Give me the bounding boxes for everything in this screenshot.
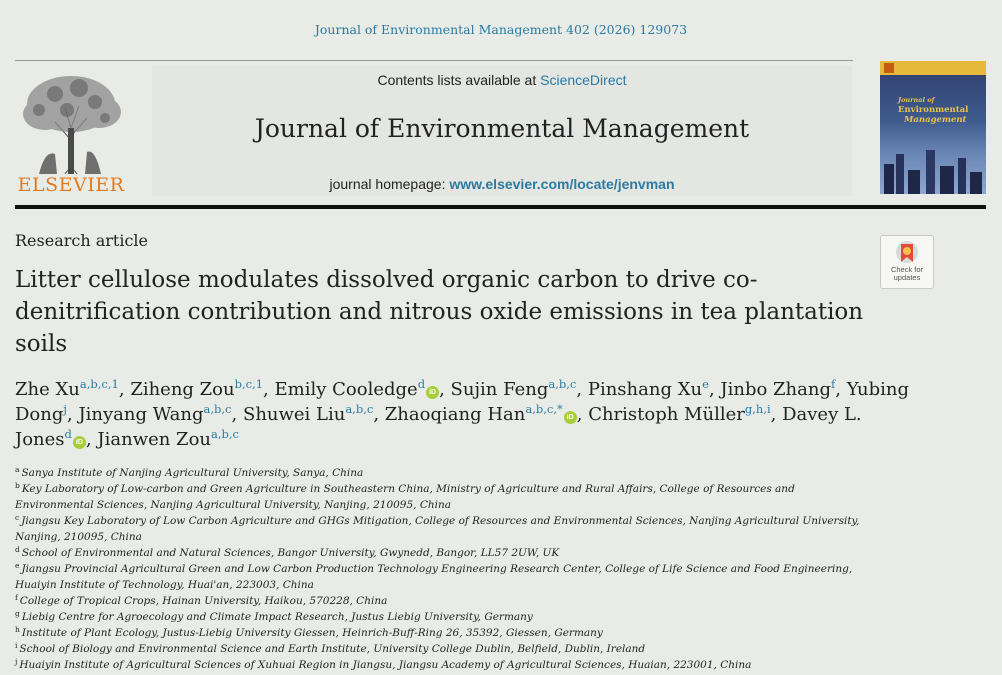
elsevier-tree-icon bbox=[15, 70, 127, 174]
author-separator: , bbox=[231, 404, 238, 425]
orcid-icon[interactable]: iD bbox=[73, 436, 86, 449]
author-list bbox=[15, 377, 915, 452]
cover-title-line2: Environmental bbox=[898, 105, 969, 115]
author-separator: , bbox=[263, 379, 269, 400]
header-thick-rule bbox=[15, 205, 986, 209]
affiliation-key: i bbox=[15, 641, 18, 650]
affiliation-item bbox=[15, 641, 865, 657]
author-name[interactable]: Ziheng Zou bbox=[130, 379, 235, 400]
affiliation-text: College of Tropical Crops, Hainan University, Haikou, 570228, China bbox=[19, 595, 388, 607]
homepage-line bbox=[152, 176, 852, 192]
author bbox=[588, 379, 715, 400]
author-name[interactable]: Yubing Dong bbox=[15, 379, 910, 425]
cover-title-line3: Management bbox=[904, 115, 967, 125]
cover-title-line1: Journal of bbox=[898, 96, 935, 104]
affiliation-text: School of Environmental and Natural Sciences, Bangor University, Gwynedd, Bangor, LL57 2UW, UK bbox=[21, 547, 560, 559]
author bbox=[720, 379, 841, 400]
affiliation-key: j bbox=[15, 657, 18, 666]
affiliation-item bbox=[15, 465, 865, 481]
affiliation-item bbox=[15, 561, 865, 593]
affiliation-text: Key Laboratory of Low-carbon and Green Agriculture in Southeastern China, Ministry of Agriculture and Rural Affairs, College of Resources and Environmental Sciences, Nanjing Agricultural University, Nanjing, 210095, China bbox=[15, 483, 795, 511]
affiliation-item bbox=[15, 593, 865, 609]
elsevier-logo[interactable] bbox=[15, 70, 127, 196]
author-affiliation-marks[interactable]: a,b,c bbox=[548, 377, 577, 391]
cover-skyline-icon bbox=[880, 144, 986, 194]
author-affiliation-marks[interactable]: g,h,i bbox=[744, 402, 771, 416]
check-updates-label: Check for updates bbox=[890, 265, 924, 282]
journal-homepage-link[interactable]: www.elsevier.com/locate/jenvman bbox=[449, 176, 675, 192]
author bbox=[385, 404, 583, 425]
author-affiliation-marks[interactable]: a,b,c,1 bbox=[79, 377, 119, 391]
author bbox=[78, 404, 237, 425]
affiliation-item bbox=[15, 513, 865, 545]
author-name[interactable]: Jianwen Zou bbox=[97, 429, 211, 450]
contents-prefix: Contents lists available at bbox=[377, 72, 541, 88]
affiliation-key: e bbox=[15, 561, 20, 570]
cover-elsevier-icon bbox=[884, 63, 894, 73]
affiliation-text: Sanya Institute of Nanjing Agricultural University, Sanya, China bbox=[21, 467, 364, 479]
author-separator: , bbox=[770, 404, 777, 425]
affiliation-text: School of Biology and Environmental Science and Earth Institute, University College Dublin, Belfield, Dublin, Ireland bbox=[19, 643, 646, 655]
orcid-icon[interactable]: iD bbox=[426, 386, 439, 399]
affiliation-item bbox=[15, 625, 865, 641]
author bbox=[15, 379, 125, 400]
author bbox=[130, 379, 268, 400]
author bbox=[97, 429, 239, 450]
author-separator: , bbox=[439, 379, 445, 400]
affiliation-item bbox=[15, 481, 865, 513]
author bbox=[275, 379, 445, 400]
journal-cover-image[interactable] bbox=[880, 61, 986, 194]
affiliation-key: a bbox=[15, 465, 20, 474]
affiliation-key: b bbox=[15, 481, 20, 490]
affiliation-key: f bbox=[15, 593, 18, 602]
author-affiliation-marks[interactable]: a,b,c,* bbox=[525, 402, 563, 416]
author-name[interactable]: Shuwei Liu bbox=[242, 404, 346, 425]
homepage-prefix: journal homepage: bbox=[329, 176, 450, 192]
elsevier-wordmark: ELSEVIER bbox=[17, 174, 125, 196]
journal-citation[interactable]: Journal of Environmental Management 402 (2026) 129073 bbox=[314, 22, 688, 37]
affiliation-key: d bbox=[15, 545, 20, 554]
affiliation-text: Institute of Plant Ecology, Justus-Liebig University Giessen, Heinrich-Buff-Ring 26, 35392, Giessen, Germany bbox=[21, 627, 603, 639]
sciencedirect-link[interactable]: ScienceDirect bbox=[540, 72, 627, 88]
author-affiliation-marks[interactable]: d bbox=[417, 377, 426, 391]
author-name[interactable]: Emily Cooledge bbox=[274, 379, 418, 400]
affiliation-list bbox=[15, 465, 865, 673]
author-name[interactable]: Pinshang Xu bbox=[587, 379, 703, 400]
author bbox=[243, 404, 379, 425]
author-name[interactable]: Sujin Feng bbox=[450, 379, 549, 400]
author-separator: , bbox=[708, 379, 715, 400]
author-separator: , bbox=[576, 379, 583, 400]
cover-title bbox=[898, 95, 978, 125]
author-affiliation-marks[interactable]: j bbox=[63, 402, 67, 416]
author-affiliation-marks[interactable]: e bbox=[702, 377, 709, 391]
author-name[interactable]: Zhaoqiang Han bbox=[384, 404, 526, 425]
affiliation-item bbox=[15, 657, 865, 673]
check-for-updates-button[interactable] bbox=[880, 235, 934, 289]
contents-line bbox=[152, 72, 852, 88]
author bbox=[588, 404, 776, 425]
author-name[interactable]: Zhe Xu bbox=[15, 379, 80, 400]
affiliation-item bbox=[15, 545, 865, 561]
author-affiliation-marks[interactable]: d bbox=[64, 427, 72, 441]
author-name[interactable]: Jinyang Wang bbox=[78, 404, 204, 425]
journal-banner bbox=[152, 66, 852, 196]
author-separator: , bbox=[66, 404, 73, 425]
author-separator: , bbox=[373, 404, 380, 425]
author-name[interactable]: Christoph Müller bbox=[588, 404, 745, 425]
author-name[interactable]: Davey L. Jones bbox=[15, 404, 862, 450]
affiliation-text: Liebig Centre for Agroecology and Climate Impact Research, Justus Liebig University, Germany bbox=[21, 611, 533, 623]
affiliation-item bbox=[15, 609, 865, 625]
article-title: Litter cellulose modulates dissolved organic carbon to drive co-denitrification contribution and nitrous oxide emissions in tea plantation soils bbox=[15, 267, 864, 357]
header-divider bbox=[15, 60, 853, 61]
author-affiliation-marks[interactable]: a,b,c bbox=[203, 402, 232, 416]
affiliation-key: g bbox=[15, 609, 20, 618]
bookmark-icon bbox=[894, 240, 920, 268]
affiliation-key: h bbox=[15, 625, 20, 634]
cover-top-band bbox=[880, 61, 986, 75]
author-name[interactable]: Jinbo Zhang bbox=[720, 379, 831, 400]
affiliation-text: Jiangsu Key Laboratory of Low Carbon Agriculture and GHGs Mitigation, College of Resources and Environmental Sciences, Nanjing Agricultural University, Nanjing, 210095, China bbox=[15, 515, 860, 543]
affiliation-key: c bbox=[15, 513, 20, 522]
author bbox=[451, 379, 583, 400]
author-affiliation-marks[interactable]: a,b,c bbox=[345, 402, 374, 416]
article-type: Research article bbox=[15, 231, 149, 250]
author-separator: , bbox=[835, 379, 841, 400]
author-separator: , bbox=[576, 404, 583, 425]
journal-title[interactable]: Journal of Environmental Management bbox=[254, 114, 750, 143]
author-affiliation-marks[interactable]: f bbox=[831, 377, 836, 391]
orcid-icon[interactable]: iD bbox=[564, 411, 577, 424]
author-separator: , bbox=[85, 429, 92, 450]
affiliation-text: Huaiyin Institute of Agricultural Sciences of Xuhuai Region in Jiangsu, Jiangsu Academy of Agricultural Sciences, Huaian, 223001, China bbox=[19, 659, 752, 671]
author-affiliation-marks[interactable]: b,c,1 bbox=[234, 377, 264, 391]
author-affiliation-marks[interactable]: a,b,c bbox=[211, 427, 239, 441]
affiliation-text: Jiangsu Provincial Agricultural Green and Low Carbon Production Technology Engineering Research Center, College of Life Science and Food Engineering, Huaiyin Institute of Technology, Huai'an, 223003, China bbox=[15, 563, 853, 591]
author-separator: , bbox=[118, 379, 125, 400]
